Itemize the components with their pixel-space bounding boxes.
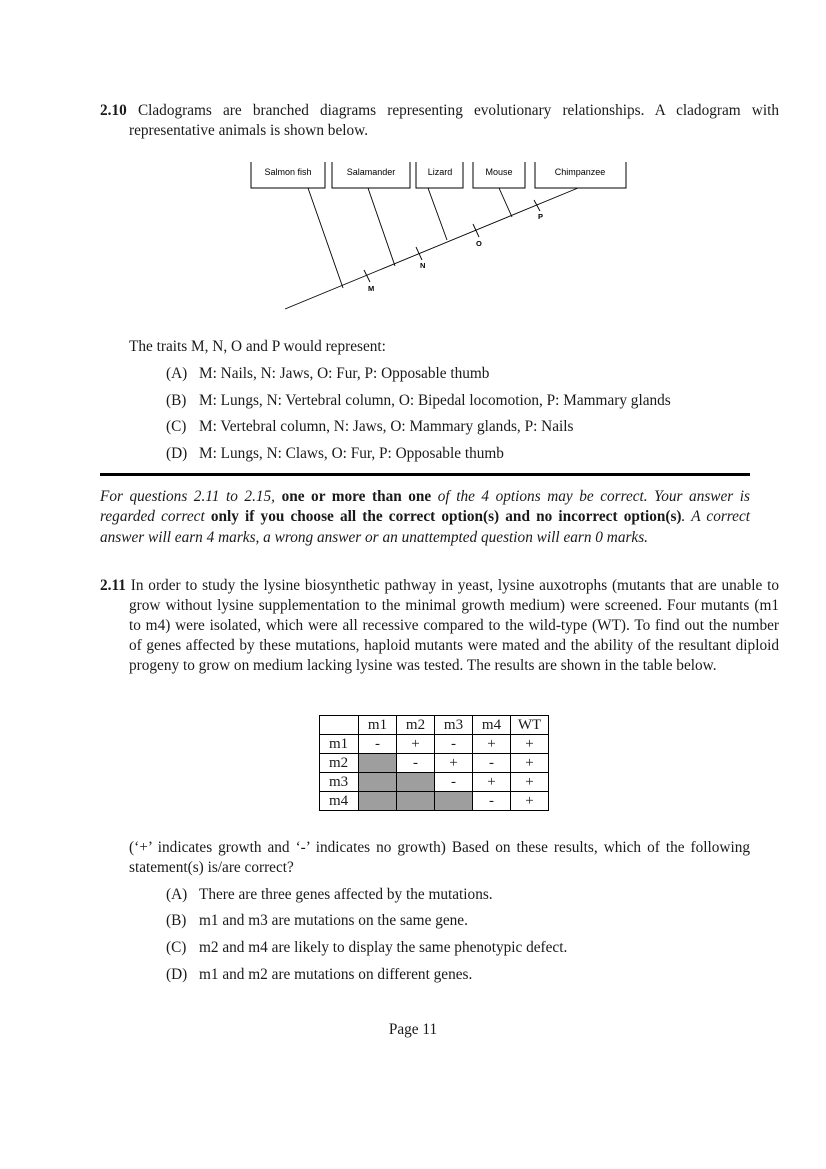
complementation-table	[319, 715, 549, 811]
row-header: m1	[320, 735, 359, 754]
table-header-row	[320, 716, 549, 735]
shaded-cell	[359, 773, 397, 792]
row-header: m4	[320, 792, 359, 811]
trait-tick-n	[416, 247, 422, 260]
page-number: Page 11	[388, 1021, 438, 1038]
trait-label-n: N	[420, 261, 426, 270]
instruction-emphasis: only if you choose all the correct option(s) and no incorrect option(s)	[210, 508, 682, 526]
species-box-salamander	[332, 162, 410, 188]
option-text: M: Nails, N: Jaws, O: Fur, P: Opposable thumb	[199, 365, 490, 382]
table-row	[320, 792, 549, 811]
species-box-chimpanzee	[535, 162, 626, 188]
section-instructions	[100, 487, 750, 548]
table-cell: +	[435, 754, 473, 773]
species-box-lizard	[416, 162, 463, 188]
table-row	[320, 754, 549, 773]
species-label: Salmon fish	[264, 167, 312, 177]
option-label: (B)	[166, 912, 187, 929]
trait-label-m: M	[368, 284, 375, 293]
option-label: (C)	[166, 418, 187, 435]
table-cell: -	[473, 792, 511, 811]
option-a[interactable]	[166, 364, 489, 384]
species-label: Mouse	[485, 167, 513, 177]
table-cell: +	[473, 773, 511, 792]
option-text: m1 and m2 are mutations on different genes.	[199, 966, 473, 983]
branch-mouse	[499, 188, 512, 217]
option-text: M: Lungs, N: Vertebral column, O: Bipedal locomotion, P: Mammary glands	[199, 392, 671, 409]
option-label: (D)	[166, 966, 188, 983]
species-label: Chimpanzee	[554, 167, 606, 177]
table-cell: -	[359, 735, 397, 754]
option-text: M: Vertebral column, N: Jaws, O: Mammary glands, P: Nails	[199, 418, 574, 435]
table-cell: +	[511, 773, 549, 792]
question-text: In order to study the lysine biosynthetic pathway in yeast, lysine auxotrophs (mutants that are unable to grow without lysine supplementation to the minimal growth medium) were screened. Four mutants (m1 to m4) were isolated, which were all recessive compared to the wild-type (WT). To find out the number of genes affected by these mutations, haploid mutants were mated and the ability of the resultant diploid progeny to grow on medium lacking lysine was tested. The results are shown in the table below.	[129, 577, 779, 674]
species-label: Salamander	[346, 167, 396, 177]
trait-tick-o	[473, 224, 479, 237]
instruction-part: For questions 2.11 to 2.15,	[100, 488, 276, 505]
option-text: There are three genes affected by the mutations.	[199, 886, 493, 903]
cladogram-diagram	[240, 160, 640, 320]
table-header-cell: m2	[397, 716, 435, 735]
table-cell: -	[435, 773, 473, 792]
row-header: m2	[320, 754, 359, 773]
shaded-cell	[397, 792, 435, 811]
species-box-salmon	[251, 162, 325, 188]
option-b[interactable]	[166, 391, 671, 411]
table-cell: -	[397, 754, 435, 773]
instruction-emphasis: one or more than one	[281, 488, 432, 505]
option-d[interactable]	[166, 965, 472, 985]
table-cell: -	[473, 754, 511, 773]
question-number: 2.10	[100, 102, 127, 119]
table-row	[320, 773, 549, 792]
option-label: (C)	[166, 939, 187, 956]
question-2-10-prompt: The traits M, N, O and P would represent:	[129, 338, 386, 355]
option-label: (A)	[166, 886, 188, 903]
branch-salamander	[368, 188, 395, 266]
species-label: Lizard	[427, 167, 453, 177]
option-label: (D)	[166, 445, 188, 462]
table-cell: +	[473, 735, 511, 754]
table-cell: +	[511, 754, 549, 773]
table-header-cell: m3	[435, 716, 473, 735]
option-c[interactable]	[166, 938, 567, 958]
trait-label-o: O	[476, 239, 482, 248]
question-2-10-stem	[100, 101, 779, 141]
shaded-cell	[359, 754, 397, 773]
table-row	[320, 735, 549, 754]
question-2-11-stem	[100, 576, 779, 676]
instruction-part: of the 4 options may be correct. Your answer is regarded correct	[100, 488, 750, 526]
question-text: Cladograms are branched diagrams representing evolutionary relationships. A cladogram with representative animals is shown below.	[129, 102, 779, 139]
instruction-part: . A correct answer will earn 4 marks, a wrong answer or an unattempted question will earn 0 marks.	[100, 508, 751, 546]
option-a[interactable]	[166, 885, 493, 905]
option-b[interactable]	[166, 911, 468, 931]
option-text: M: Lungs, N: Claws, O: Fur, P: Opposable thumb	[199, 445, 504, 462]
option-c[interactable]	[166, 417, 573, 437]
option-text: m1 and m3 are mutations on the same gene.	[199, 912, 468, 929]
shaded-cell	[435, 792, 473, 811]
table-cell: +	[511, 735, 549, 754]
table-cell: +	[397, 735, 435, 754]
shaded-cell	[397, 773, 435, 792]
shaded-cell	[359, 792, 397, 811]
species-box-mouse	[473, 162, 525, 188]
option-d[interactable]	[166, 444, 504, 464]
table-header-cell: m4	[473, 716, 511, 735]
trait-label-p: P	[538, 212, 544, 221]
table-cell: +	[511, 792, 549, 811]
branch-salmon	[308, 188, 343, 288]
table-header-cell: WT	[511, 716, 549, 735]
section-divider	[100, 473, 750, 476]
table-cell: -	[435, 735, 473, 754]
question-number: 2.11	[100, 577, 126, 594]
option-label: (B)	[166, 392, 187, 409]
option-text: m2 and m4 are likely to display the same phenotypic defect.	[199, 939, 568, 956]
row-header: m3	[320, 773, 359, 792]
option-label: (A)	[166, 365, 188, 382]
table-header-cell	[320, 716, 359, 735]
table-header-cell: m1	[359, 716, 397, 735]
branch-lizard	[428, 188, 447, 240]
question-2-11-prompt: (‘+’ indicates growth and ‘-’ indicates no growth) Based on these results, which of the following statement(s) is/are correct?	[129, 839, 750, 876]
